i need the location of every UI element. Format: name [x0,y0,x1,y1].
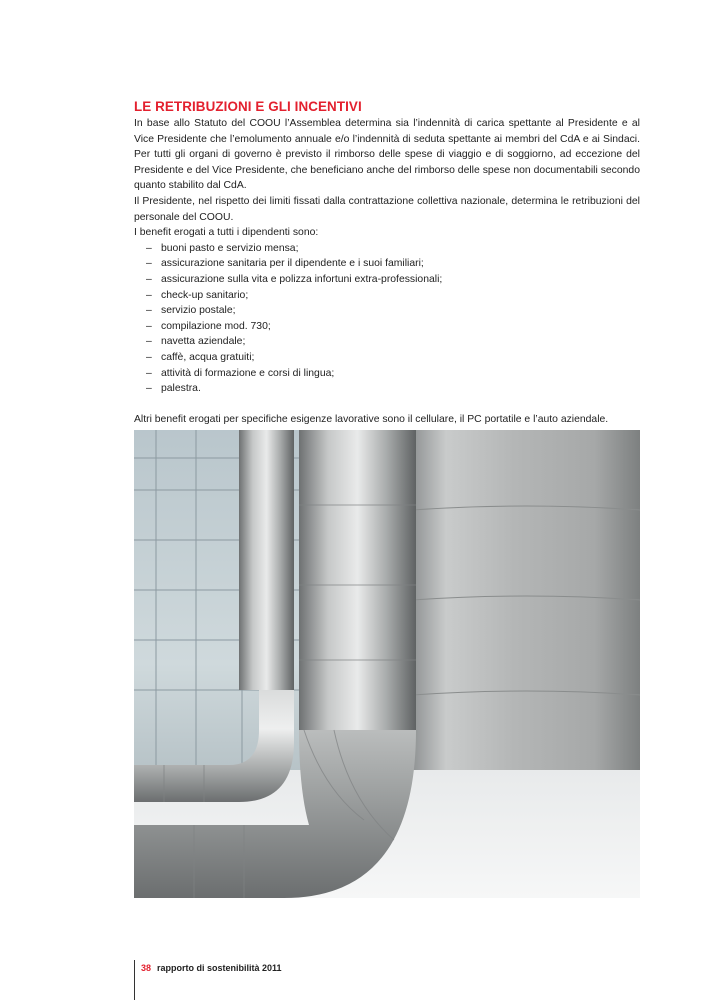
list-item: – compilazione mod. 730; [146,319,640,335]
list-item: – buoni pasto e servizio mensa; [146,241,640,257]
benefits-intro: I benefit erogati a tutti i dipendenti sono: [134,227,319,239]
page-number: 38 [141,963,152,973]
page-footer [141,963,282,973]
list-item: – attività di formazione e corsi di lingua; [146,366,640,382]
list-item: – caffè, acqua gratuiti; [146,350,640,366]
list-item: – assicurazione sanitaria per il dipendente e i suoi familiari; [146,256,640,272]
paragraph-statute: In base allo Statuto del COOU l’Assemblea determina sia l’indennità di carica spettante al Presidente e al Vice Presidente che l’emolumento annuale e/o l’indennità di seduta spettante ai membri del CdA e ai Sindaci. Per tutti gli organi di governo è previsto il rimborso delle spese di viaggio e di soggiorno, ad eccezione del Presidente e del Vice Presidente, che beneficiano anche del rimborso delle spese non documentabili secondo quanto stabilito dal CdA. [134,118,640,192]
paragraph-other-benefits: Altri benefit erogati per specifiche esigenze lavorative sono il cellulare, il PC portatile e l’auto aziendale. [134,413,609,425]
list-item: – palestra. [146,381,640,397]
list-item: – assicurazione sulla vita e polizza infortuni extra-professionali; [146,272,640,288]
list-item: – servizio postale; [146,303,640,319]
list-item: – navetta aziendale; [146,334,640,350]
industrial-pipes-photo [134,430,640,898]
report-title: rapporto di sostenibilità 2011 [157,963,282,973]
section-title: LE RETRIBUZIONI E GLI INCENTIVI [134,99,362,114]
footer-rule [134,960,135,1000]
benefits-list [134,241,640,397]
paragraph-president: Il Presidente, nel rispetto dei limiti fissati dalla contrattazione collettiva nazionale, determina le retribuzioni del personale del COOU. [134,195,640,223]
list-item: – check-up sanitario; [146,288,640,304]
main-content [134,99,640,427]
